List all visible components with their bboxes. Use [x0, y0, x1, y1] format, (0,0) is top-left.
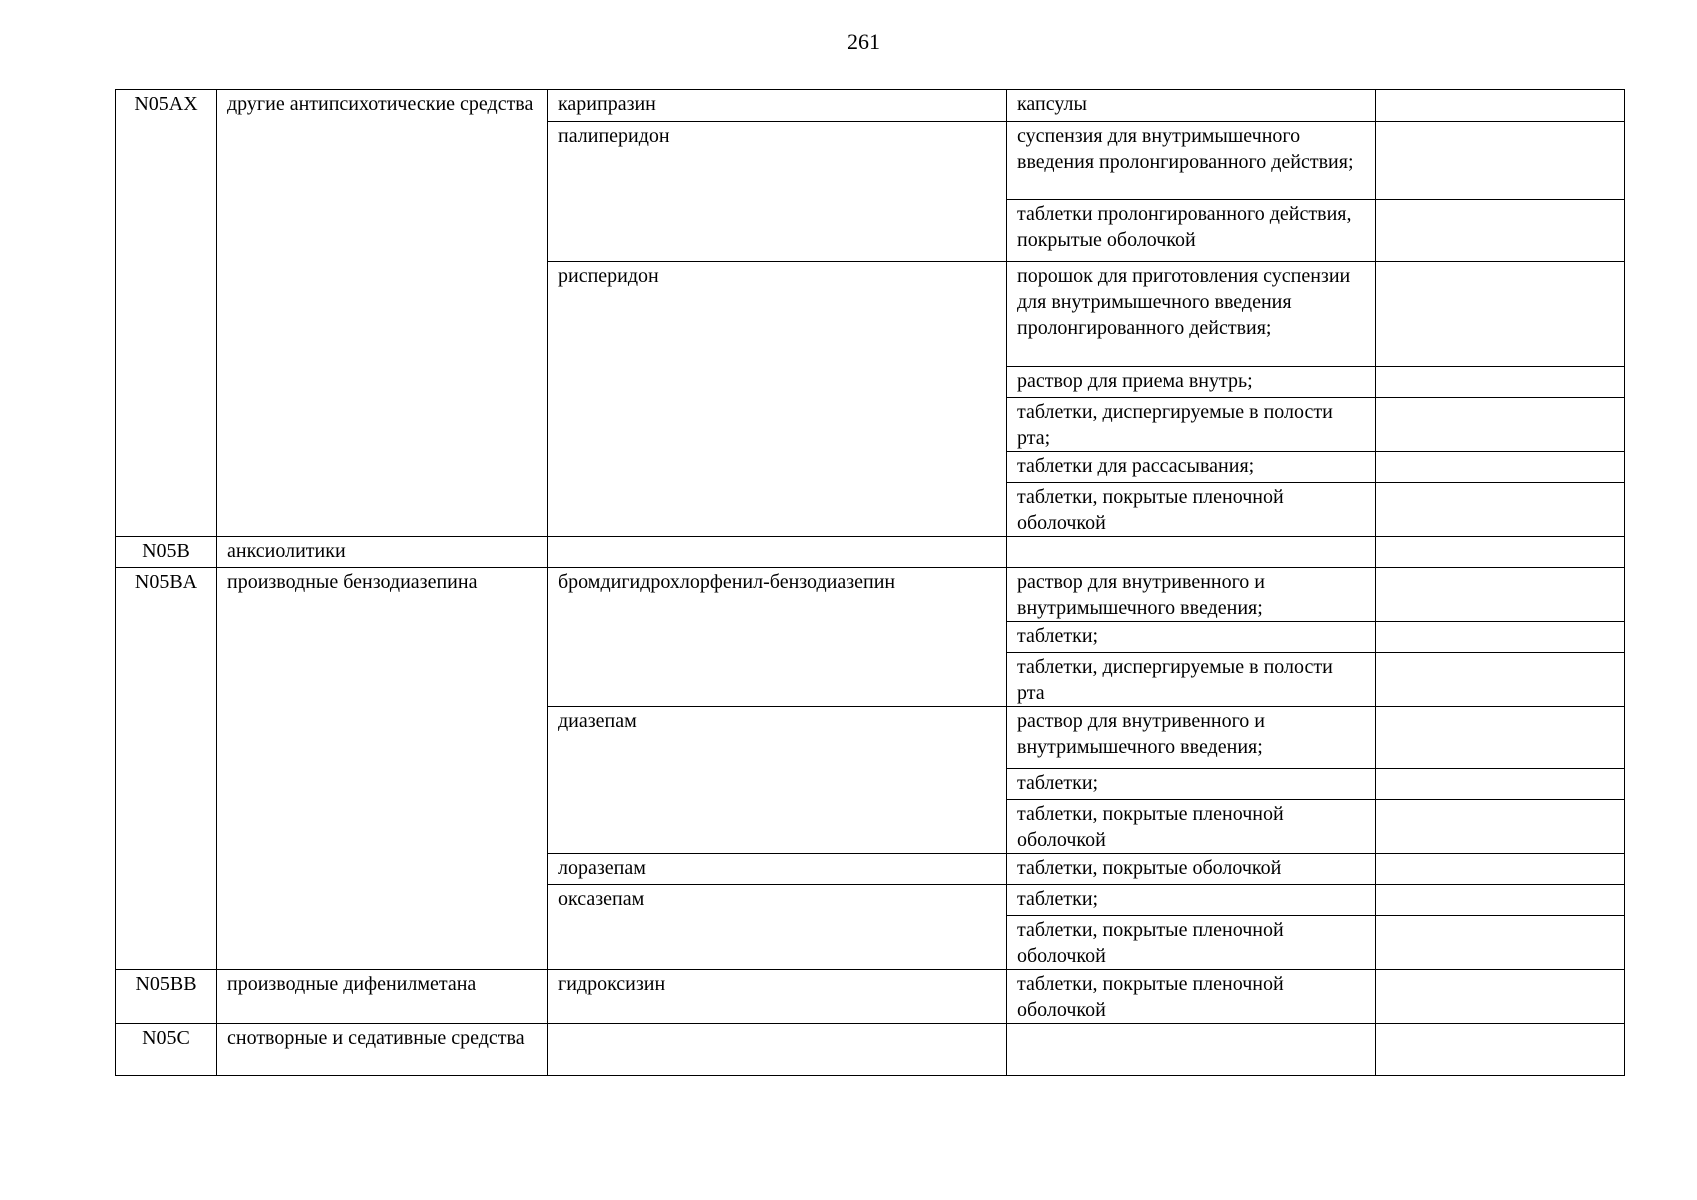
note-cell [1376, 970, 1625, 1024]
dosage-form-cell: таблетки; [1007, 769, 1376, 800]
dosage-form-cell: таблетки пролонгированного действия, покрытые оболочкой [1007, 200, 1376, 262]
note-cell [1376, 1024, 1625, 1076]
dosage-form-cell: таблетки, диспергируемые в полости рта; [1007, 398, 1376, 452]
atc-code-cell: N05C [116, 1024, 217, 1076]
group-name-cell: производные бензодиазепина [217, 568, 548, 970]
dosage-form-cell: таблетки, диспергируемые в полости рта [1007, 653, 1376, 707]
note-cell [1376, 707, 1625, 769]
dosage-form-cell: таблетки, покрытые оболочкой [1007, 854, 1376, 885]
note-cell [1376, 916, 1625, 970]
note-cell [1376, 122, 1625, 200]
drug-name-cell [548, 537, 1007, 568]
dosage-form-cell: таблетки, покрытые пленочной оболочкой [1007, 970, 1376, 1024]
dosage-form-cell: раствор для приема внутрь; [1007, 367, 1376, 398]
atc-code-cell: N05B [116, 537, 217, 568]
drug-name-cell: гидроксизин [548, 970, 1007, 1024]
table-row [116, 90, 1625, 122]
drug-name-cell: лоразепам [548, 854, 1007, 885]
dosage-form-cell [1007, 1024, 1376, 1076]
drug-name-cell: карипразин [548, 90, 1007, 122]
drug-name-cell: диазепам [548, 707, 1007, 854]
dosage-form-cell: суспензия для внутримышечного введения пролонгированного действия; [1007, 122, 1376, 200]
dosage-form-cell: таблетки, покрытые пленочной оболочкой [1007, 800, 1376, 854]
table-row [116, 537, 1625, 568]
dosage-form-cell: капсулы [1007, 90, 1376, 122]
drug-name-cell: бромдигидрохлорфенил-бензодиазепин [548, 568, 1007, 707]
note-cell [1376, 483, 1625, 537]
note-cell [1376, 568, 1625, 622]
note-cell [1376, 262, 1625, 367]
table-row [116, 1024, 1625, 1076]
group-name-cell: другие антипсихотические средства [217, 90, 548, 537]
dosage-form-cell: таблетки, покрытые пленочной оболочкой [1007, 483, 1376, 537]
dosage-form-cell: таблетки; [1007, 885, 1376, 916]
note-cell [1376, 653, 1625, 707]
dosage-form-cell: раствор для внутривенного и внутримышечного введения; [1007, 707, 1376, 769]
note-cell [1376, 769, 1625, 800]
note-cell [1376, 800, 1625, 854]
dosage-form-cell: порошок для приготовления суспензии для внутримышечного введения пролонгированного действия; [1007, 262, 1376, 367]
group-name-cell: производные дифенилметана [217, 970, 548, 1024]
note-cell [1376, 854, 1625, 885]
drug-name-cell: рисперидон [548, 262, 1007, 537]
note-cell [1376, 622, 1625, 653]
atc-code-cell: N05AX [116, 90, 217, 537]
drug-name-cell: оксазепам [548, 885, 1007, 970]
note-cell [1376, 885, 1625, 916]
dosage-form-cell: таблетки; [1007, 622, 1376, 653]
dosage-form-cell: таблетки для рассасывания; [1007, 452, 1376, 483]
note-cell [1376, 452, 1625, 483]
table-row [116, 568, 1625, 622]
note-cell [1376, 398, 1625, 452]
note-cell [1376, 367, 1625, 398]
note-cell [1376, 200, 1625, 262]
note-cell [1376, 90, 1625, 122]
dosage-form-cell: таблетки, покрытые пленочной оболочкой [1007, 916, 1376, 970]
group-name-cell: анксиолитики [217, 537, 548, 568]
page-number: 261 [847, 29, 880, 54]
table-row [116, 970, 1625, 1024]
note-cell [1376, 537, 1625, 568]
atc-code-cell: N05BA [116, 568, 217, 970]
drug-name-cell [548, 1024, 1007, 1076]
drug-name-cell: палиперидон [548, 122, 1007, 262]
dosage-form-cell: раствор для внутривенного и внутримышечного введения; [1007, 568, 1376, 622]
atc-code-cell: N05BB [116, 970, 217, 1024]
dosage-form-cell [1007, 537, 1376, 568]
group-name-cell: снотворные и седативные средства [217, 1024, 548, 1076]
drug-table [115, 89, 1625, 1076]
